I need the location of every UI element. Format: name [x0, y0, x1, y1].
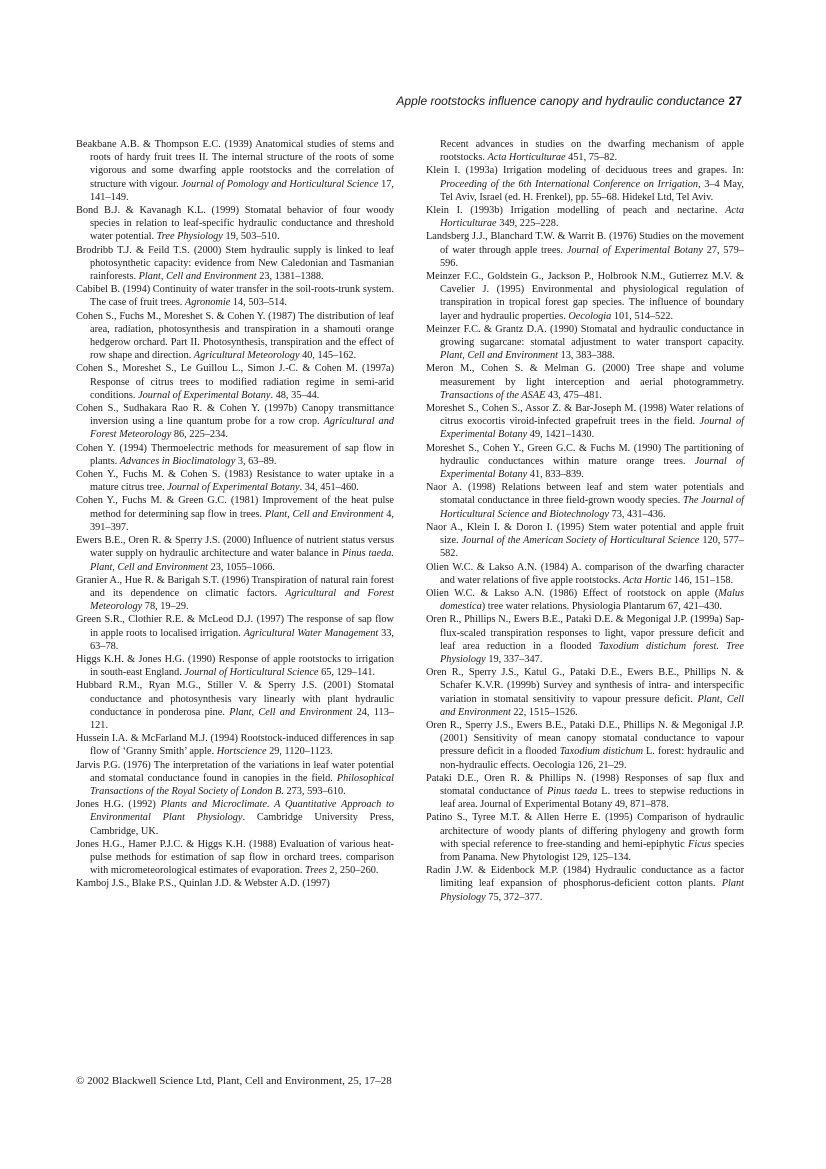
reference-volume-pages: 19, 337–347.: [485, 653, 543, 665]
reference-entry: [426, 587, 744, 613]
reference-text: Patino S., Tyree M.T. & Allen Herre E. (1995) Comparison of hydraulic architecture of woody plants of differing phylogeny and growth form with special reference to free-standing and hemi-epiphytic: [426, 812, 744, 850]
reference-journal: Trees: [305, 865, 327, 877]
reference-journal: Journal of Experimental Botany: [440, 416, 744, 441]
reference-volume-pages: 41, 833–839.: [527, 469, 584, 481]
reference-text: Granier A., Hue R. & Barigah S.T. (1996) Transpiration of natural rain forest and its dependence on climatic factors.: [76, 574, 394, 599]
reference-volume-pages: . Cambridge University Press, Cambridge, UK.: [90, 812, 394, 837]
reference-entry: [76, 244, 394, 284]
reference-entry: [426, 230, 744, 270]
reference-entry: [426, 811, 744, 864]
reference-text: Oren R., Phillips N., Ewers B.E., Pataki D.E. & Megonigal J.P. (1999a) Sap-flux-scaled transpiration responses to light, vapor pressure deficit and leaf area reduction in a flooded: [426, 614, 744, 652]
reference-entry: [426, 164, 744, 204]
reference-entry: [76, 574, 394, 614]
reference-journal: Acta Horticulturae: [440, 205, 744, 230]
reference-journal: Journal of Experimental Botany: [167, 482, 300, 494]
reference-volume-pages: 75, 372–377.: [485, 891, 543, 903]
reference-volume-pages: 86, 225–234.: [171, 429, 228, 441]
reference-text: Brodribb T.J. & Feild T.S. (2000) Stem hydraulic supply is linked to leaf photosynthetic capacity: evidence from New Caledonian and Tasmanian rainforests.: [76, 244, 394, 283]
reference-volume-pages: 65, 129–141.: [318, 667, 376, 679]
reference-volume-pages: 19, 503–510.: [222, 231, 280, 243]
reference-entry: [76, 138, 394, 204]
reference-text: Hussein I.A. & McFarland M.J. (1994) Rootstock-induced differences in sap flow of ‘Granny Smith’ apple.: [76, 733, 394, 758]
reference-entry: [76, 798, 394, 838]
reference-text: Naor A. (1998) Relations between leaf and stem water potentials and stomatal conductance in three field-grown woody species.: [426, 482, 744, 507]
reference-entry: [426, 442, 744, 482]
reference-volume-pages: 3, 63–89.: [235, 455, 277, 467]
reference-text: Bond B.J. & Kavanagh K.L. (1999) Stomatal behavior of four woody species in relation to leaf-specific hydraulic conductance and threshold water potential.: [76, 205, 394, 243]
reference-entry: [426, 323, 744, 363]
reference-text: Jarvis P.G. (1976) The interpretation of the variations in leaf water potential and stomatal conductance found in canopies in the field.: [76, 759, 394, 784]
reference-text: Klein I. (1993a) Irrigation modeling of deciduous trees and grapes. In:: [426, 165, 744, 177]
reference-text: Jones H.G., Hamer P.J.C. & Higgs K.H. (1988) Evaluation of various heat-pulse methods for estimation of sap flow in orchard trees. comparison with micrometeorological estimates of evaporation.: [76, 838, 394, 877]
reference-text: Moreshet S., Cohen Y., Green G.C. & Fuchs M. (1990) The partitioning of hydraulic conductances within mature orange trees.: [426, 442, 744, 467]
reference-entry: [426, 521, 744, 561]
reference-text: Jones H.G. (1992): [76, 799, 161, 811]
reference-journal: Pinus taeda. Plant, Cell and Environment: [90, 548, 394, 573]
reference-volume-pages: ) tree water relations. Physiologia Plantarum 67, 421–430.: [481, 601, 722, 613]
reference-journal: Plant, Cell and Environment: [264, 508, 384, 520]
reference-entry: [426, 772, 744, 812]
reference-volume-pages: . 34, 451–460.: [299, 482, 359, 494]
reference-volume-pages: 14, 503–514.: [230, 297, 287, 309]
reference-volume-pages: L. trees to stepwise reductions in leaf area. Journal of Experimental Botany 49, 871–878.: [440, 785, 744, 811]
reference-entry: [76, 204, 394, 244]
reference-journal: Agricultural and Forest Meteorology: [90, 416, 395, 441]
reference-entry: [76, 362, 394, 402]
reference-volume-pages: 33, 63–78.: [90, 627, 394, 652]
reference-entry: [426, 481, 744, 521]
reference-text: Recent advances in studies on the dwarfing mechanism of apple rootstocks.: [440, 139, 744, 164]
reference-volume-pages: , 3–4 May, Tel Aviv, Israel (ed. H. Frenkel), pp. 55–68. Hidekel Ltd, Tel Aviv.: [440, 178, 744, 203]
reference-entry: [76, 613, 394, 653]
reference-entry: [76, 534, 394, 574]
reference-journal: Hortscience: [216, 746, 267, 758]
reference-entry: [426, 666, 744, 719]
reference-text: Pataki D.E., Oren R. & Phillips N. (1998) Responses of sap flux and stomatal conductance of: [426, 772, 744, 797]
reference-text: Moreshet S., Cohen S., Assor Z. & Bar-Joseph M. (1998) Water relations of citrus exocortis viroid-infected grapefruit trees in the field.: [426, 403, 744, 428]
reference-text: Meinzer F.C., Goldstein G., Jackson P., Holbrook N.M., Gutierrez M.V. & Cavelier J. (1995) Environmental and physiological regulation of transpiration in tropical forest gap species. The influence of boundary layer and hydraulic properties.: [426, 271, 744, 322]
copyright-footer: © 2002 Blackwell Science Ltd, Plant, Cell and Environment, 25, 17–28: [76, 1075, 392, 1087]
reference-journal: Plant, Cell and Environment: [229, 706, 353, 718]
reference-volume-pages: 43, 475–481.: [545, 389, 602, 401]
reference-entry: [426, 402, 744, 442]
reference-journal: Agricultural Meteorology: [193, 350, 300, 362]
reference-journal: Oecologia: [568, 310, 612, 322]
reference-entry: [426, 138, 744, 164]
reference-entry: [426, 613, 744, 666]
running-head-title: Apple rootstocks influence canopy and hydraulic conductance: [396, 94, 725, 108]
reference-journal: Acta Hortic: [623, 574, 672, 586]
reference-journal: Agronomie: [184, 297, 231, 309]
reference-journal: Plant, Cell and Environment: [440, 693, 744, 718]
references-left-column: [76, 138, 394, 891]
reference-entry: [76, 838, 394, 878]
reference-journal: Journal of Experimental Botany: [566, 244, 703, 256]
reference-entry: [426, 719, 744, 772]
reference-journal: Journal of Horticultural Science: [184, 667, 319, 679]
reference-text: Naor A., Klein I. & Doron I. (1995) Stem water potential and apple fruit size.: [426, 521, 744, 547]
reference-volume-pages: 29, 1120–1123.: [266, 746, 333, 758]
reference-text: Kamboj J.S., Blake P.S., Quinlan J.D. & Webster A.D. (1997): [76, 878, 330, 890]
reference-journal: Proceeding of the 6th International Conference on Irrigation: [440, 178, 699, 190]
reference-volume-pages: 73, 431–436.: [609, 508, 666, 520]
reference-entry: [76, 877, 394, 890]
reference-entry: [76, 679, 394, 732]
page-number: 27: [728, 94, 742, 108]
reference-volume-pages: 49, 1421–1430.: [527, 429, 595, 441]
reference-text: Oren R., Sperry J.S., Katul G., Pataki D.E., Ewers B.E., Phillips N. & Schafer K.V.R. (1999b) Survey and synthesis of intra- and interspecific variation in stomatal sensitivity to vapour pressure deficit.: [426, 667, 744, 705]
reference-text: Cohen Y., Fuchs M. & Cohen S. (1983) Resistance to water uptake in a mature citrus tree.: [76, 469, 394, 494]
reference-entry: [426, 864, 744, 904]
reference-entry: [76, 759, 394, 799]
reference-volume-pages: L. forest: hydraulic and non-hydraulic effects. Oecologia 126, 21–29.: [440, 746, 745, 771]
reference-text: Oren R., Sperry J.S., Ewers B.E., Pataki D.E., Phillips N. & Megonigal J.P. (2001) Sensitivity of mean canopy stomatal conductance to vapour pressure deficit in a flooded: [426, 719, 744, 758]
reference-entry: [76, 732, 394, 758]
reference-text: Cohen S., Sudhakara Rao R. & Cohen Y. (1997b) Canopy transmittance inversion using a line quantum probe for a row crop.: [76, 403, 394, 428]
reference-entry: [426, 204, 744, 230]
reference-journal: Journal of Experimental Botany: [138, 389, 271, 401]
reference-text: Olien W.C. & Lakso A.N. (1984) A. comparison of the dwarfing character and water relations of five apple rootstocks.: [426, 561, 744, 586]
reference-text: Meinzer F.C. & Grantz D.A. (1990) Stomatal and hydraulic conductance in growing sugarcane: stomatal adjustment to water transport capacity.: [426, 323, 744, 349]
reference-text: Beakbane A.B. & Thompson E.C. (1939) Anatomical studies of stems and roots of hardy fruit trees II. The internal structure of the roots of some vigorous and some dwarfing apple rootstocks and the correlation of structure with vigour.: [76, 139, 394, 190]
reference-volume-pages: 78, 19–29.: [142, 601, 189, 613]
reference-volume-pages: 120, 577–582.: [440, 535, 744, 560]
reference-volume-pages: 146, 151–158.: [671, 574, 734, 586]
reference-volume-pages: 2, 250–260.: [326, 865, 379, 877]
reference-journal: Agricultural and Forest Meteorology: [90, 587, 395, 613]
reference-journal: Plant Physiology: [440, 878, 744, 903]
reference-volume-pages: . 48, 35–44.: [270, 389, 320, 401]
reference-volume-pages: 24, 113–121.: [90, 706, 394, 731]
reference-volume-pages: 40, 145–162.: [299, 350, 357, 362]
reference-text: Higgs K.H. & Jones H.G. (1990) Response of apple rootstocks to irrigation in south-east England.: [76, 653, 394, 679]
reference-text: Cohen S., Fuchs M., Moreshet S. & Cohen Y. (1987) The distribution of leaf area, radiation, photosynthesis and transpiration in a shamouti orange hedgerow orchard. Part II. Photosynthesis, transpiration and the effect of row shape and direction.: [76, 310, 394, 362]
reference-text: Klein I. (1993b) Irrigation modelling of peach and nectarine.: [426, 205, 726, 217]
reference-journal: The Journal of Horticultural Science and Biotechnology: [440, 495, 744, 520]
reference-entry: [76, 310, 394, 363]
reference-entry: [76, 653, 394, 679]
reference-journal: Transactions of the ASAE: [440, 389, 546, 401]
reference-text: Cohen Y. (1994) Thermoelectric methods for measurement of sap flow in plants.: [76, 442, 394, 467]
reference-text: Ewers B.E., Oren R. & Sperry J.S. (2000) Influence of nutrient status versus water supply on hydraulic architecture and water balance in: [76, 535, 394, 560]
reference-entry: [76, 494, 394, 534]
reference-volume-pages: 273, 593–610.: [283, 785, 346, 797]
references-right-column: [426, 138, 744, 904]
reference-volume-pages: 451, 75–82.: [565, 152, 618, 164]
reference-text: Cohen Y., Fuchs M. & Green G.C. (1981) Improvement of the heat pulse method for determining sap flow in trees.: [76, 495, 394, 520]
reference-journal: Plants and Microclimate. A Quantitative Approach to Environmental Plant Physiology: [90, 799, 395, 824]
reference-entry: [76, 283, 394, 309]
reference-volume-pages: 101, 514–522.: [611, 310, 674, 322]
reference-text: Cohen S., Moreshet S., Le Guillou L., Simon J.-C. & Cohen M. (1997a) Response of citrus trees to modified radiation regime in semi-arid conditions.: [76, 363, 394, 401]
reference-volume-pages: 23, 1381–1388.: [256, 271, 324, 283]
reference-entry: [426, 561, 744, 587]
reference-text: Green S.R., Clothier R.E. & McLeod D.J. (1997) The response of sap flow in apple roots to localised irrigation.: [76, 614, 394, 639]
reference-journal: Ficus: [688, 838, 711, 850]
reference-text: Landsberg J.J., Blanchard T.W. & Warrit B. (1976) Studies on the movement of water through apple trees.: [426, 231, 744, 256]
reference-journal: Journal of Experimental Botany: [440, 455, 744, 481]
reference-journal: Acta Horticulturae: [487, 152, 566, 164]
reference-text: Radin J.W. & Eidenbock M.P. (1984) Hydraulic conductance as a factor limiting leaf expansion of phosphorus-deficient cotton plants.: [426, 865, 744, 890]
reference-entry: [76, 402, 394, 442]
reference-journal: Advances in Bioclimatology: [119, 455, 236, 467]
reference-entry: [76, 468, 394, 494]
reference-volume-pages: 4, 391–397.: [90, 508, 394, 533]
reference-volume-pages: 27, 579–596.: [440, 244, 744, 269]
reference-volume-pages: 13, 383–388.: [558, 350, 615, 362]
reference-journal: Malus domestica: [440, 587, 744, 613]
reference-text: Hubbard R.M., Ryan M.G., Stiller V. & Sperry J.S. (2001) Stomatal conductance and photosynthesis vary linearly with plant hydraulic conductance in ponderosa pine.: [76, 680, 394, 718]
reference-journal: Journal of the American Society of Horticultural Science: [461, 535, 700, 547]
reference-journal: Taxodium distichum forest. Tree Physiology: [440, 640, 744, 665]
reference-journal: Journal of Pomology and Horticultural Science: [181, 178, 379, 190]
reference-entry: [76, 442, 394, 468]
reference-journal: Agricultural Water Management: [243, 627, 379, 639]
reference-volume-pages: 22, 1515–1526.: [510, 706, 578, 718]
reference-text: Olien W.C. & Lakso A.N. (1986) Effect of rootstock on apple (: [426, 587, 719, 599]
reference-volume-pages: 17, 141–149.: [90, 178, 394, 203]
reference-journal: Plant, Cell and Environment: [138, 271, 257, 283]
reference-volume-pages: 23, 1055–1066.: [208, 561, 275, 573]
reference-text: Meron M., Cohen S. & Melman G. (2000) Tree shape and volume measurement by light interception and aerial photogrammetry.: [426, 363, 744, 388]
reference-volume-pages: 349, 225–228.: [496, 218, 559, 230]
reference-journal: Philosophical Transactions of the Royal Society of London B.: [90, 772, 394, 797]
reference-volume-pages: species from Panama. New Phytologist 129, 125–134.: [440, 838, 745, 863]
reference-entry: [426, 362, 744, 402]
reference-journal: Taxodium distichum: [559, 746, 644, 758]
running-head: [396, 94, 742, 108]
reference-entry: [426, 270, 744, 323]
reference-journal: Plant, Cell and Environment: [440, 350, 559, 362]
reference-text: Cabibel B. (1994) Continuity of water transfer in the soil-roots-trunk system. The case of fruit trees.: [76, 284, 394, 309]
reference-journal: Pinus taeda: [546, 785, 598, 797]
reference-journal: Tree Physiology: [156, 231, 223, 243]
